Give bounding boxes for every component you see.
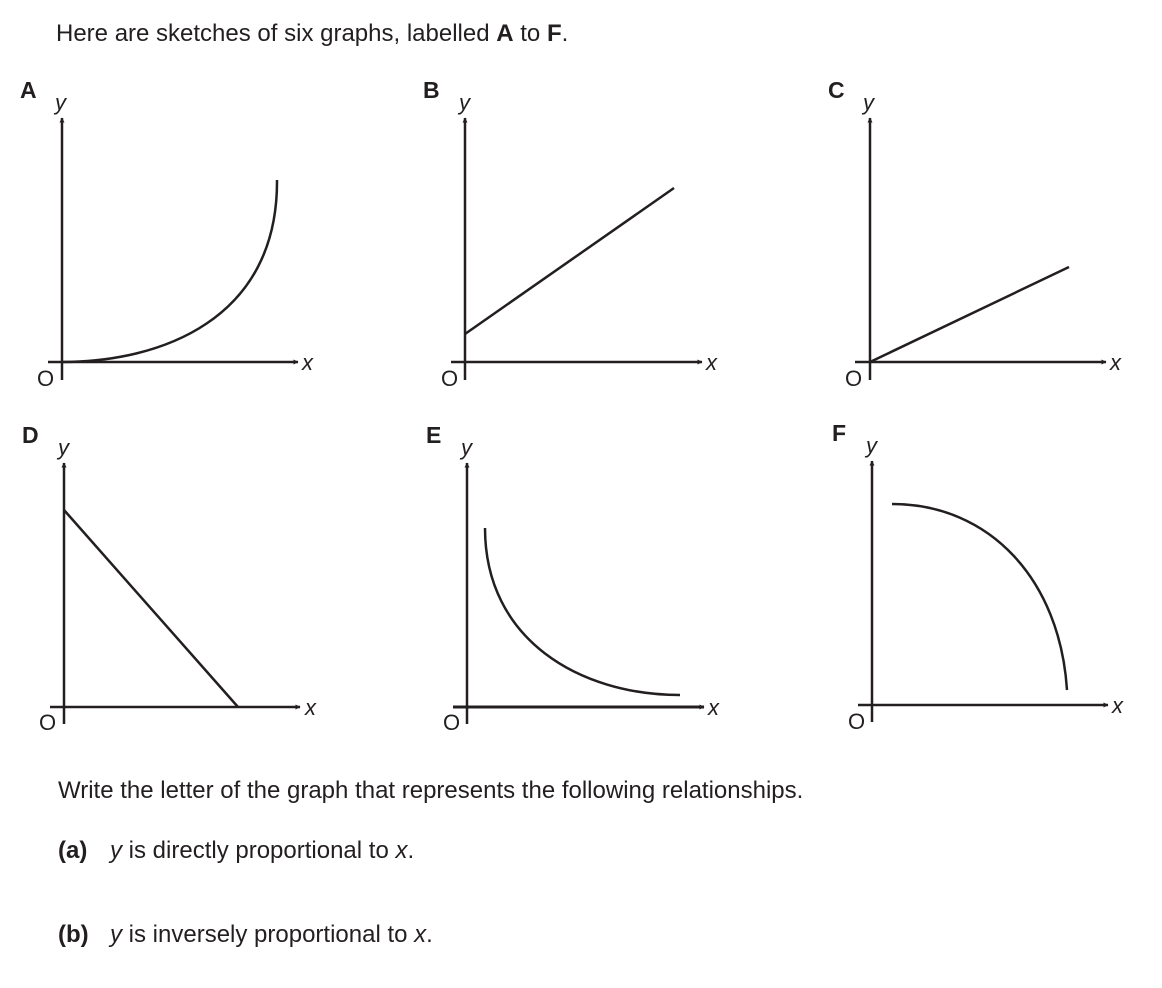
graph-f-curve bbox=[892, 504, 1067, 690]
graph-a-letter: A bbox=[20, 77, 37, 103]
graph-d bbox=[22, 422, 317, 735]
part-b-variable-y: y bbox=[110, 921, 122, 948]
intro-first-letter: A bbox=[496, 20, 514, 47]
graph-c-letter: C bbox=[828, 77, 845, 103]
graph-e-origin: O bbox=[443, 710, 461, 735]
question-part-a bbox=[58, 836, 414, 866]
graph-a bbox=[20, 77, 314, 391]
graph-b-x-label: x bbox=[706, 350, 717, 375]
graph-d-y-label: y bbox=[58, 435, 69, 460]
graph-d-line bbox=[64, 510, 238, 707]
part-a-text: is directly proportional to bbox=[122, 837, 396, 864]
graph-b-origin: O bbox=[441, 366, 459, 391]
intro-last-letter: F bbox=[546, 20, 562, 47]
graph-c-line bbox=[870, 267, 1069, 362]
graph-d-letter: D bbox=[22, 422, 39, 448]
part-b-text: is inversely proportional to bbox=[122, 921, 415, 948]
graph-b-line bbox=[465, 188, 674, 334]
graph-c bbox=[828, 77, 1122, 391]
graph-c-x-label: x bbox=[1110, 350, 1121, 375]
graph-c-origin: O bbox=[845, 366, 863, 391]
graph-e bbox=[426, 422, 720, 735]
graph-f-x-label: x bbox=[1112, 693, 1123, 718]
graph-d-x-label: x bbox=[305, 695, 316, 720]
part-b-variable-x: x bbox=[414, 921, 427, 948]
intro-prefix: Here are sketches of six graphs, labelled bbox=[56, 20, 497, 47]
graph-f-y-label: y bbox=[866, 433, 877, 458]
graph-a-curve bbox=[62, 180, 277, 362]
intro-suffix: . bbox=[561, 20, 569, 47]
graph-a-x-label: x bbox=[302, 350, 313, 375]
graph-d-origin: O bbox=[39, 710, 57, 735]
graph-e-letter: E bbox=[426, 422, 442, 448]
graph-f-letter: F bbox=[832, 420, 847, 446]
graph-e-y-label: y bbox=[461, 435, 472, 460]
graph-a-y-label: y bbox=[55, 90, 66, 115]
graph-f bbox=[832, 420, 1124, 734]
graph-b bbox=[423, 77, 718, 391]
part-b-label: (b) bbox=[58, 921, 89, 948]
part-a-end: . bbox=[407, 837, 415, 864]
graph-e-curve bbox=[485, 528, 680, 695]
graph-c-y-label: y bbox=[863, 90, 874, 115]
graph-a-origin: O bbox=[37, 366, 55, 391]
part-b-end: . bbox=[426, 921, 433, 948]
part-a-label: (a) bbox=[58, 837, 88, 864]
part-a-variable-x: x bbox=[395, 837, 408, 864]
instruction-text: Write the letter of the graph that represents the following relationships. bbox=[58, 777, 804, 804]
graph-e-x-label: x bbox=[708, 695, 719, 720]
graph-b-letter: B bbox=[423, 77, 440, 103]
intro-middle: to bbox=[513, 20, 547, 47]
graph-b-y-label: y bbox=[459, 90, 470, 115]
graph-f-origin: O bbox=[848, 709, 866, 734]
question-part-b bbox=[58, 920, 433, 950]
part-a-variable-y: y bbox=[110, 837, 122, 864]
